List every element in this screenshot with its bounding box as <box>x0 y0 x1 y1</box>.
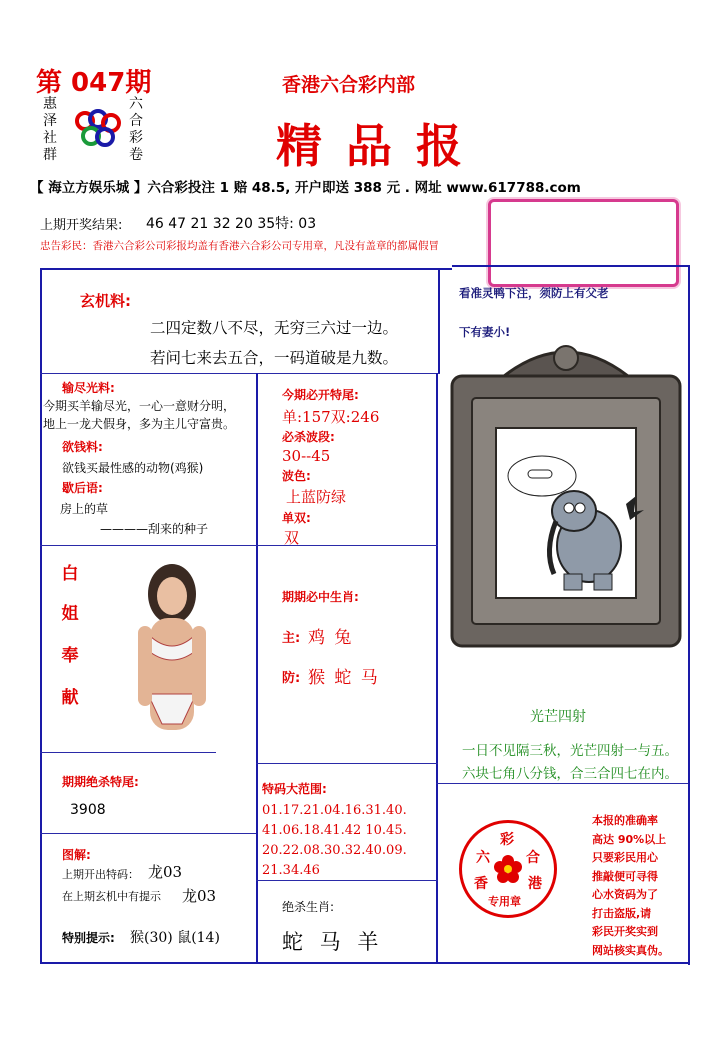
juesha-wei-title: 期期绝杀特尾: <box>62 775 139 789</box>
header-subtitle: 香港六合彩内部 <box>282 74 416 96</box>
org-right-vertical: 六 合 彩 卷 <box>129 96 143 163</box>
page-title: 精 品 报 <box>276 119 467 173</box>
issue-number: 第 047期 <box>36 68 152 98</box>
right-line2: 下有妻小! <box>459 325 511 339</box>
seal-char: 合 <box>526 850 540 866</box>
bibizhong-fang-label: 防: <box>282 671 301 686</box>
verse-line2: 六块七角八分钱，合三合四七在内。 <box>462 766 678 782</box>
yuqian-title: 欲钱料: <box>62 440 103 454</box>
logo-rings-icon <box>72 108 124 150</box>
seal-char: 香 <box>474 876 488 892</box>
bijie-dan-shuang: 单:157双:246 <box>282 408 380 426</box>
bosha-title: 必杀波段: <box>282 430 335 444</box>
vertical-char: 白 <box>61 564 79 584</box>
divider <box>40 268 452 270</box>
yuqian-text: 欲钱买最性感的动物(鸡猴) <box>62 461 204 475</box>
xuanji-line2: 若问七来去五合，一码道破是九数。 <box>150 349 399 367</box>
shujin-line1: 今期买羊输尽光，一心一意财分明， <box>43 399 236 413</box>
border-right <box>688 265 690 965</box>
bijie-title: 今期必开特尾: <box>282 388 359 402</box>
bosha-value: 30--45 <box>282 447 331 465</box>
juesha-wei-value: 3908 <box>70 802 106 818</box>
divider <box>436 783 688 784</box>
vertical-char: 献 <box>61 688 79 708</box>
danshuang-value: 双 <box>284 529 300 547</box>
vertical-char: 姐 <box>61 604 79 624</box>
divider <box>256 763 438 764</box>
divider <box>438 268 440 373</box>
tujie-line2-value: 龙03 <box>182 887 217 905</box>
right-line1: 看准灵鸭下注，须防上有父老 <box>459 286 609 300</box>
accuracy-note: 本报的准确率 高达 90%以上 只要彩民用心 推敲便可寻得 心水资码为了 打击盗版,请 彩民开奖实到 网站核实真伪。 <box>592 814 669 957</box>
bibizhong-title: 期期必中生肖: <box>282 590 359 604</box>
warning-text: 忠告彩民：香港六合彩公司彩报均盖有香港六合彩公司专用章，凡没有盖章的都属假冒 <box>40 240 439 252</box>
tema-title: 特码大范围: <box>262 782 327 796</box>
last-draw-numbers: 46 47 21 32 20 35特: 03 <box>146 216 317 232</box>
frame-caption: 光芒四射 <box>530 709 586 725</box>
stamp-frame <box>488 199 679 287</box>
tujie-line2-label: 在上期玄机中有提示 <box>62 890 161 903</box>
bibizhong-main: 鸡 兔 <box>308 628 354 648</box>
model-photo <box>122 556 214 746</box>
shujin-title: 输尽光料: <box>62 381 115 395</box>
divider <box>40 752 216 753</box>
xiehouyu-line2: ————刮来的种子 <box>100 522 209 536</box>
tujie-title: 图解: <box>62 848 91 862</box>
xuanji-title: 玄机料: <box>80 292 131 310</box>
tujie-line1-label: 上期开出特码： <box>62 868 139 881</box>
tip-label: 特别提示: <box>62 931 115 945</box>
vertical-char: 奉 <box>61 646 79 666</box>
bibizhong-main-label: 主: <box>282 631 301 646</box>
seal-char: 港 <box>528 876 542 892</box>
bose-title: 波色: <box>282 469 311 483</box>
verse-line1: 一日不见隔三秋，光芒四射一与五。 <box>462 743 678 759</box>
divider <box>40 833 256 834</box>
divider <box>436 373 438 963</box>
juesha-sx-value: 蛇 马 羊 <box>282 930 384 954</box>
divider <box>256 373 258 963</box>
tujie-line1-value: 龙03 <box>148 863 183 881</box>
tip-value: 猴(30) 鼠(14) <box>130 930 220 946</box>
flower-icon <box>492 853 524 885</box>
xiehouyu-line1: 房上的草 <box>60 502 109 516</box>
juesha-sx-title: 绝杀生肖: <box>282 900 335 914</box>
divider <box>40 373 440 374</box>
ad-banner: 【 海立方娱乐城 】六合彩投注 1 赔 48.5, 开户即送 388 元 . 网址 www.617788.com <box>30 180 581 196</box>
bose-value: 上蓝防绿 <box>286 488 347 506</box>
border-bottom <box>40 962 690 964</box>
seal-char: 六 <box>476 850 490 866</box>
bibizhong-fang: 猴 蛇 马 <box>308 668 380 688</box>
last-draw-label: 上期开奖结果: <box>40 218 123 233</box>
official-seal <box>459 820 557 918</box>
seal-char: 彩 <box>500 832 514 848</box>
divider <box>452 265 690 267</box>
seal-bottom: 专用章 <box>488 895 521 908</box>
xuanji-line1: 二四定数八不尽，无穷三六过一边。 <box>150 319 399 337</box>
shujin-line2: 地上一龙犬假身，多为主儿守富贵。 <box>43 417 236 431</box>
tema-range: 01.17.21.04.16.31.40. 41.06.18.41.42 10.45. 20.22.08.30.32.40.09. 21.34.46 <box>262 803 407 878</box>
org-left-vertical: 惠 泽 社 群 <box>43 96 57 163</box>
ornate-frame-picture <box>444 336 688 652</box>
danshuang-title: 单双: <box>282 511 311 525</box>
divider <box>40 545 438 546</box>
xiehouyu-title: 歇后语: <box>62 481 103 495</box>
